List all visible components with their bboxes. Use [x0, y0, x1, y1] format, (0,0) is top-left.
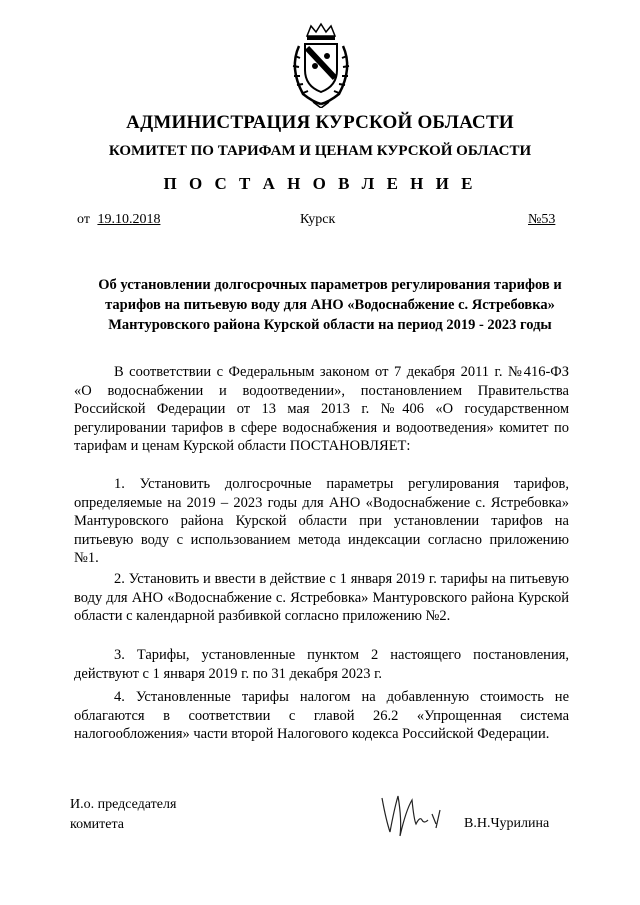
paragraph-preamble: В соответствии с Федеральным законом от 7 декабря 2011 г. №416-ФЗ «О водоснабжении и водоотведении», постановлением Правительства Российской Федерации от 13 мая 2013 г. №406 «О государственном регулировании тарифов в сфере водоснабжения и водоотведения» комитет по тарифам и ценам Курской области ПОСТАНОВЛЯЕТ:: [74, 364, 569, 454]
paragraph-1: 1. Установить долгосрочные параметры регулирования тарифов, определяемые на 2019 – 2023 годы для АНО «Водоснабжение с. Ястребовка» Мантуровского района Курской области при установлении тарифов на питьевую воду с использованием метода индексации согласно приложению №1.: [74, 476, 569, 566]
doc-city: Курск: [300, 212, 336, 227]
signatory-title-line1: И.о. председателя: [70, 797, 177, 812]
date-value: 19.10.2018: [97, 212, 161, 227]
date-prefix: от: [77, 212, 90, 227]
handwritten-signature: [376, 790, 456, 840]
paragraph-3: 3. Тарифы, установленные пунктом 2 настоящего постановления, действуют с 1 января 2019 г. по 31 декабря 2023 г.: [74, 647, 569, 682]
committee-title: КОМИТЕТ ПО ТАРИФАМ И ЦЕНАМ КУРСКОЙ ОБЛАСТИ: [108, 143, 532, 159]
coat-of-arms-icon: [283, 22, 359, 108]
signatory-title: [70, 795, 176, 835]
doc-type-title: П О С Т А Н О В Л Е Н И Е: [163, 174, 477, 193]
org-title: АДМИНИСТРАЦИЯ КУРСКОЙ ОБЛАСТИ: [126, 112, 514, 133]
paragraph-2: 2. Установить и ввести в действие с 1 января 2019 г. тарифы на питьевую воду для АНО «Водоснабжение с. Ястребовка» Мантуровского района Курской области с календарной разбивкой согласно приложению №2.: [74, 571, 569, 624]
signatory-title-line2: комитета: [70, 817, 125, 832]
signatory-name: В.Н.Чурилина: [464, 816, 550, 831]
doc-number: №53: [528, 212, 556, 227]
doc-date: [77, 212, 160, 228]
doc-subject: Об установлении долгосрочных параметров регулирования тарифов и тарифов на питьевую воду для АНО «Водоснабжение с. Ястребовка» Мантуровского района Курской области на период 2019 - 2023 годы: [98, 277, 562, 333]
paragraph-4: 4. Установленные тарифы налогом на добавленную стоимость не облагаются в соответствии с главой 26.2 «Упрощенная система налогообложения» части второй Налогового кодекса Российской Федерации.: [74, 689, 569, 742]
